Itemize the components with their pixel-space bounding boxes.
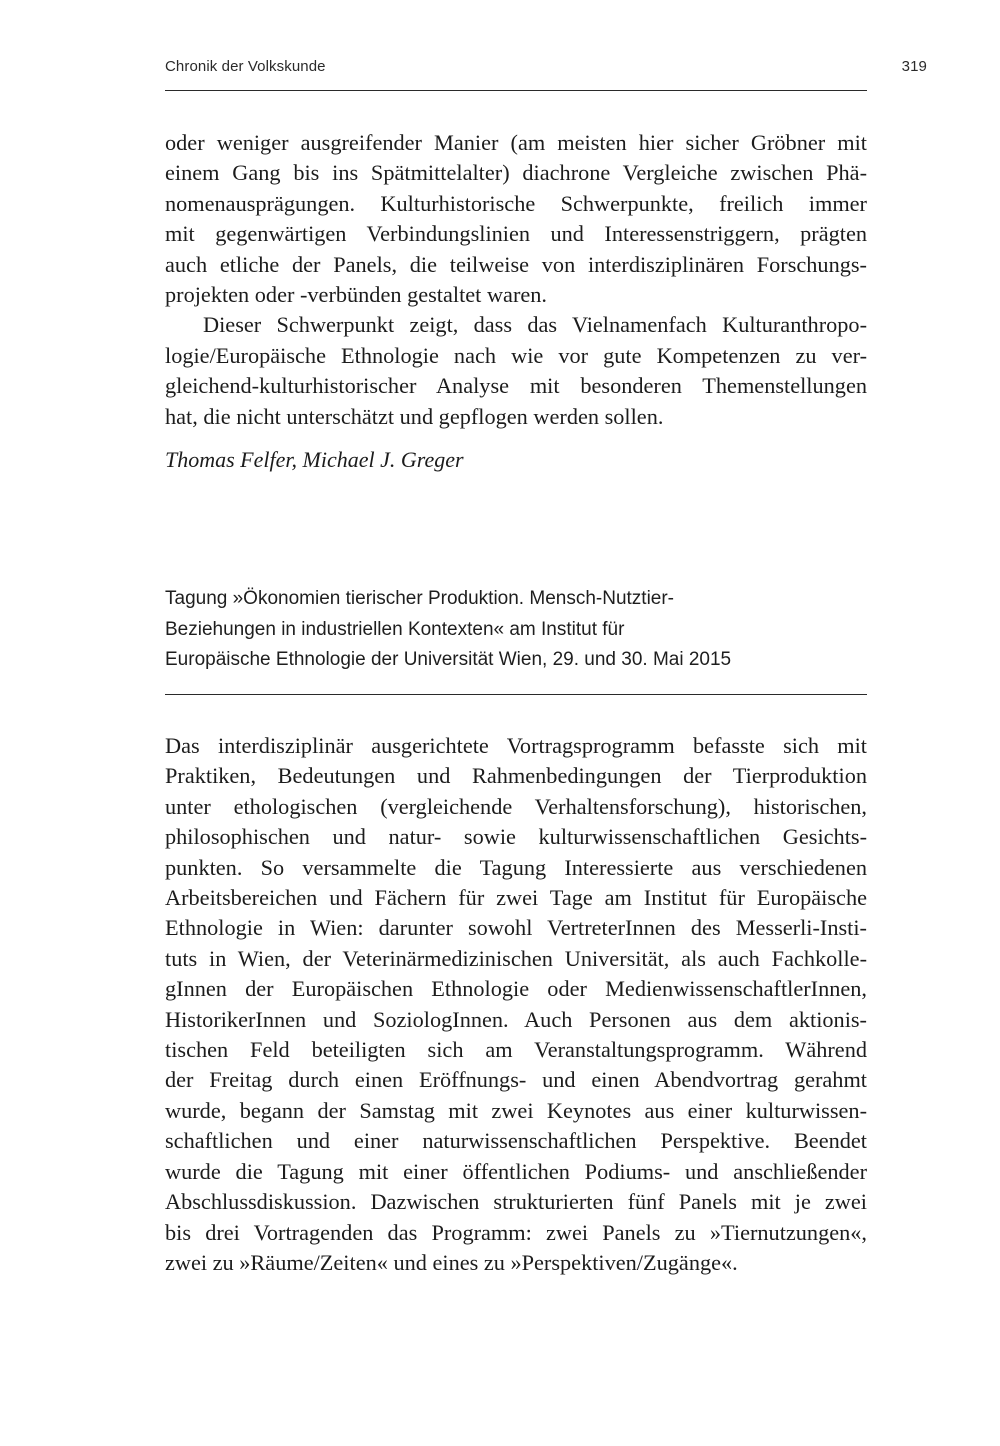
text-line: Ethnologie in Wien: darunter sowohl VertreterInnen des Messerli-Insti- bbox=[165, 915, 867, 941]
text-line: tuts in Wien, der Veterinärmedizinischen Universität, als auch Fachkolle- bbox=[165, 945, 867, 971]
text-line: unter ethologischen (vergleichende Verhaltensforschung), historischen, bbox=[165, 793, 867, 819]
text-line: punkten. So versammelte die Tagung Interessierte aus verschiedenen bbox=[165, 854, 867, 880]
paragraph bbox=[165, 731, 867, 1278]
text-line: Das interdisziplinär ausgerichtete Vortragsprogramm befasste sich mit bbox=[165, 733, 867, 758]
text-line: wurde die Tagung mit einer öffentlichen Podiums- und anschließender bbox=[165, 1158, 867, 1184]
running-title: Chronik der Volkskunde bbox=[165, 58, 326, 75]
paragraph bbox=[165, 128, 867, 310]
text-line: oder weniger ausgreifender Manier (am meisten hier sicher Gröbner mit bbox=[165, 130, 867, 155]
text-line: projekten oder -verbünden gestaltet waren. bbox=[165, 282, 547, 308]
page-number: 319 bbox=[901, 58, 927, 75]
text-line: logie/Europäische Ethnologie nach wie vor gute Kompetenzen zu ver- bbox=[165, 342, 867, 368]
text-line: nomenausprägungen. Kulturhistorische Schwerpunkte, freilich immer bbox=[165, 190, 867, 216]
heading-line: Beziehungen in industriellen Kontexten« am Institut für bbox=[165, 618, 625, 640]
article-heading bbox=[165, 584, 867, 676]
text-line: philosophischen und natur- sowie kulturwissenschaftlichen Gesichts- bbox=[165, 824, 867, 850]
previous-article-text bbox=[165, 128, 867, 432]
text-line: gInnen der Europäischen Ethnologie oder MedienwissenschaftlerInnen, bbox=[165, 976, 867, 1002]
new-article-text bbox=[165, 731, 867, 1278]
text-line: wurde, begann der Samstag mit zwei Keynotes aus einer kulturwissen- bbox=[165, 1097, 867, 1123]
text-line: gleichend-kulturhistorischer Analyse mit besonderen Themenstellungen bbox=[165, 373, 867, 399]
text-line: der Freitag durch einen Eröffnungs- und einen Abendvortrag gerahmt bbox=[165, 1067, 867, 1093]
heading-line: Tagung »Ökonomien tierischer Produktion. Mensch-Nutztier- bbox=[165, 588, 675, 609]
text-line: Praktiken, Bedeutungen und Rahmenbedingungen der Tierproduktion bbox=[165, 763, 867, 789]
paragraph bbox=[165, 310, 867, 432]
text-line: Dieser Schwerpunkt zeigt, dass das Vielnamenfach Kulturanthropo- bbox=[203, 312, 867, 338]
text-line: HistorikerInnen und SoziologInnen. Auch Personen aus dem aktionis- bbox=[165, 1006, 867, 1032]
text-line: Abschlussdiskussion. Dazwischen strukturierten fünf Panels mit je zwei bbox=[165, 1189, 867, 1215]
text-line: schaftlichen und einer naturwissenschaftlichen Perspektive. Beendet bbox=[165, 1128, 867, 1154]
text-line: bis drei Vortragenden das Programm: zwei Panels zu »Tiernutzungen«, bbox=[165, 1219, 867, 1245]
text-line: hat, die nicht unterschätzt und gepflogen werden sollen. bbox=[165, 403, 664, 429]
heading-line: Europäische Ethnologie der Universität Wien, 29. und 30. Mai 2015 bbox=[165, 649, 732, 670]
text-line: einem Gang bis ins Spätmittelalter) diachrone Vergleiche zwischen Phä- bbox=[165, 160, 867, 186]
text-line: Arbeitsbereichen und Fächern für zwei Tage am Institut für Europäische bbox=[165, 885, 867, 911]
text-line: zwei zu »Räume/Zeiten« und eines zu »Perspektiven/Zugänge«. bbox=[165, 1249, 738, 1275]
text-line: mit gegenwärtigen Verbindungslinien und Interessenstriggern, prägten bbox=[165, 221, 867, 247]
text-line: auch etliche der Panels, die teilweise von interdisziplinären Forschungs- bbox=[165, 251, 867, 277]
header-rule bbox=[165, 90, 867, 91]
author-byline: Thomas Felfer, Michael J. Greger bbox=[165, 447, 464, 472]
heading-rule bbox=[165, 694, 867, 695]
text-line: tischen Feld beteiligten sich am Veranstaltungsprogramm. Während bbox=[165, 1037, 867, 1063]
